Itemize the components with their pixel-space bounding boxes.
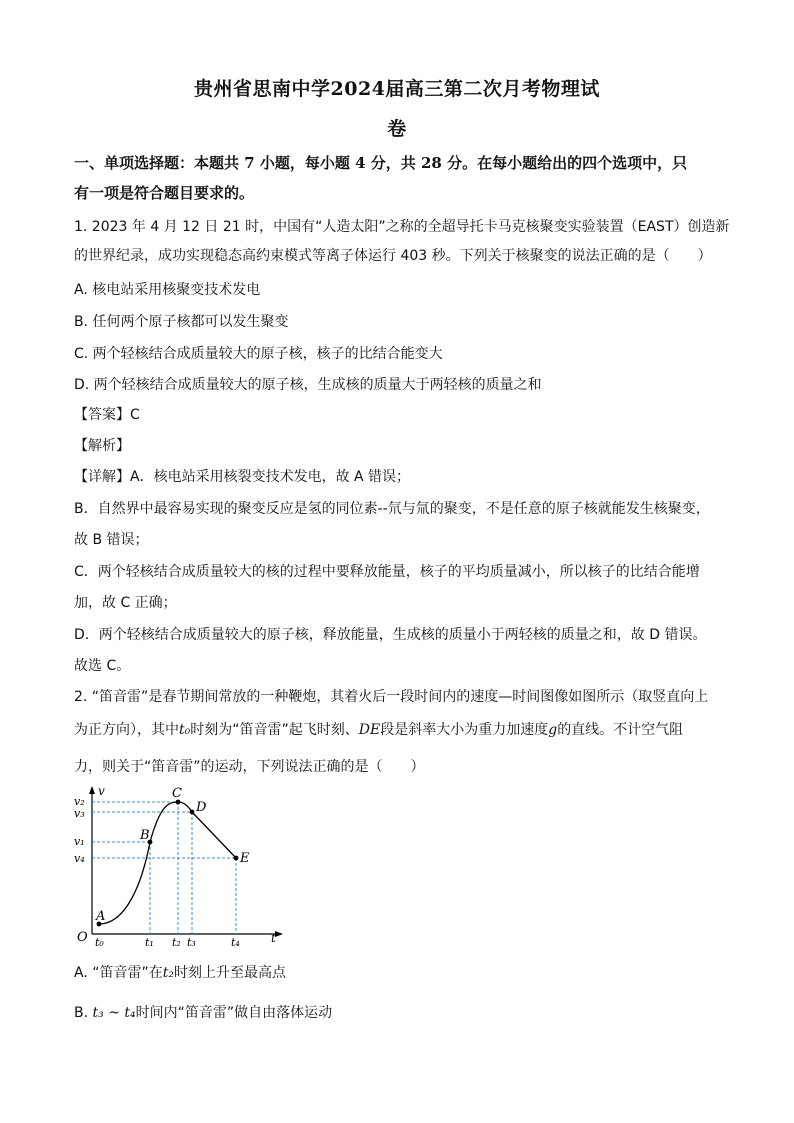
v-axis-arrow [89, 786, 95, 794]
q2-stem-part: 时刻为“笛音雷”起飞时刻、 [190, 722, 359, 738]
label-d: D [196, 800, 207, 815]
point-e [234, 856, 239, 861]
q2-stem-part: 段是斜率大小为重力加速度 [380, 722, 549, 738]
label-e: E [240, 851, 250, 866]
q2-stem-symbol: g [548, 722, 558, 738]
q2-option-b-part: B. [74, 1005, 93, 1021]
tick-t4: t₄ [231, 936, 240, 949]
t-axis-arrow [275, 931, 283, 937]
page-title-continued: 卷 [387, 118, 407, 140]
q2-stem-symbol: DE [358, 722, 381, 738]
q1-option-a: A. 核电站采用核聚变技术发电 [74, 282, 261, 298]
q2-stem-symbol: t₀ [179, 722, 191, 738]
q1-detail-line: C．两个轻核结合成质量较大的核的过程中要释放能量，核子的平均质量减小，所以核子的比结合能增 [74, 564, 700, 580]
q2-stem-continued [74, 719, 724, 739]
t-axis-label: t [271, 931, 276, 945]
q2-stem-end: 力，则关于“笛音雷”的运动，下列说法正确的是（ ） [74, 759, 425, 775]
q2-option-b-part: 时间内“笛音雷”做自由落体运动 [135, 1005, 333, 1021]
q2-stem: 2. “笛音雷”是春节期间常放的一种鞭炮，其着火后一段时间内的速度—时间图像如图所示（取竖直向上 [74, 689, 709, 705]
q1-detail-line: 故选 C。 [74, 658, 131, 674]
q1-option-d: D. 两个轻核结合成质量较大的原子核，生成核的质量大于两轻核的质量之和 [74, 377, 542, 393]
q2-option-a-part: A. “笛音雷”在 [74, 965, 163, 981]
section-heading: 一、单项选择题：本题共 7 小题，每小题 4 分，共 28 分。在每小题给出的四个选项中，只 [74, 154, 688, 172]
page-title: 贵州省思南中学2024届高三第二次月考物理试 [194, 78, 600, 100]
label-a: A [96, 909, 106, 924]
q1-option-c: C. 两个轻核结合成质量较大的原子核，核子的比结合能变大 [74, 346, 443, 362]
q1-detail-line: B．自然界中最容易实现的聚变反应是氢的同位素--氘与氚的聚变，不是任意的原子核就能发生核聚变， [74, 501, 710, 517]
v-axis-label: v [98, 784, 105, 798]
point-d [190, 810, 195, 815]
velocity-time-graph [74, 784, 294, 949]
q1-stem: 1. 2023 年 4 月 12 日 21 时，中国有“人造太阳”之称的全超导托卡马克核聚变实验装置（EAST）创造新 [74, 219, 730, 235]
tick-v2: v₂ [74, 795, 85, 808]
q2-option-b-symbol: t₃ ~ t₄ [92, 1005, 136, 1021]
q1-detail-line: 【详解】A．核电站采用核裂变技术发电，故 A 错误； [74, 469, 411, 485]
q2-option-a-part: 时刻上升至最高点 [174, 965, 286, 981]
q1-answer: 【答案】C [74, 407, 140, 423]
tick-v4: v₄ [74, 852, 85, 865]
q1-option-b: B. 任何两个原子核都可以发生聚变 [74, 314, 289, 330]
q2-option-a-symbol: t₂ [162, 965, 174, 981]
q1-detail-line: D．两个轻核结合成质量较大的原子核，释放能量，生成核的质量小于两轻核的质量之和，故 D 错误。 [74, 627, 707, 643]
q2-option-a [74, 962, 724, 982]
q1-stem-continued: 的世界纪录，成功实现稳态高约束模式等离子体运行 403 秒。下列关于核聚变的说法正确的是（ ） [74, 248, 712, 264]
q2-stem-part: 的直线。不计空气阻 [557, 722, 684, 738]
tick-t3: t₃ [187, 936, 196, 949]
q1-detail-line: 加，故 C 正确； [74, 595, 177, 611]
tick-v1: v₁ [74, 835, 85, 848]
q1-analysis-label: 【解析】 [74, 438, 130, 454]
section-heading-continued: 有一项是符合题目要求的。 [74, 184, 255, 202]
tick-v3: v₃ [74, 807, 85, 820]
label-b: B [140, 828, 150, 843]
q2-stem-part: 为正方向），其中 [74, 722, 179, 738]
q1-detail-line: 故 B 错误； [74, 532, 149, 548]
line-de [192, 812, 236, 858]
tick-t2: t₂ [172, 936, 181, 949]
tick-t0: t₀ [95, 936, 104, 949]
tick-t1: t₁ [145, 936, 154, 949]
label-c: C [172, 786, 182, 801]
dashed-guides [92, 802, 236, 934]
origin-label: O [77, 930, 88, 945]
q2-option-b [74, 1002, 724, 1022]
